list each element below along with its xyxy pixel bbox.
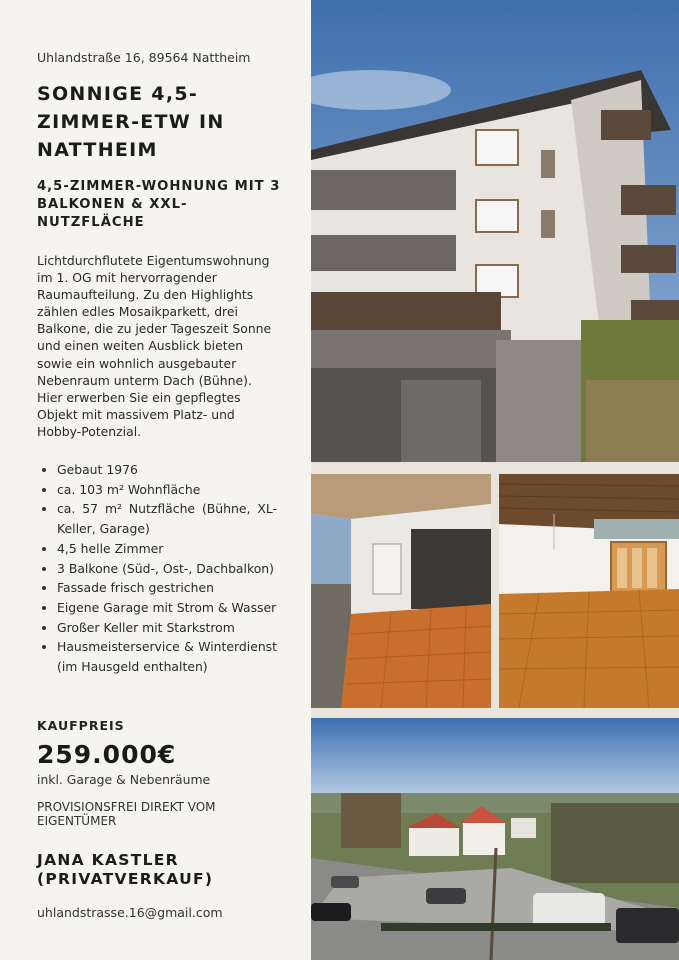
- subtitle: 4,5-ZIMMER-WOHNUNG MIT 3 BALKONEN & XXL-NUTZFLÄCHE: [37, 179, 281, 230]
- list-item: Großer Keller mit Starkstrom: [37, 618, 277, 638]
- building-exterior-photo: [311, 0, 679, 462]
- commission-note: PROVISIONSFREI DIREKT VOM EIGENTÜMER: [37, 800, 216, 828]
- page-title: SONNIGE 4,5-ZIMMER-ETW IN NATTHEIM: [37, 83, 225, 161]
- list-item: Fassade frisch gestrichen: [37, 578, 277, 598]
- list-item: 3 Balkone (Süd-, Ost-, Dachbalkon): [37, 559, 277, 579]
- price: 259.000€: [37, 740, 177, 769]
- address: Uhlandstraße 16, 89564 Nattheim: [37, 50, 251, 65]
- list-item: Eigene Garage mit Strom & Wasser: [37, 598, 277, 618]
- price-label: KAUFPREIS: [37, 718, 125, 733]
- list-item: Hausmeisterservice & Winterdienst (im Hausgeld enthalten): [37, 637, 277, 676]
- price-note: inkl. Garage & Nebenräume: [37, 772, 211, 787]
- living-room-photo: [499, 474, 679, 708]
- balcony-photo: [311, 474, 491, 708]
- description: Lichtdurchflutete Eigentumswohnung im 1. OG mit hervorragender Raumaufteilung. Zu den Highlights zählen edles Mosaikparkett, drei Balkone, die zu jeder Tageszeit Sonne und einen weiten Ausblick bieten sowie ein wohnlich ausgebauter Nebenraum unterm Dach (Bühne). Hier erwerben Sie ein gepflegtes Objekt mit massivem Platz- und Hobby-Potenzial.: [37, 253, 272, 439]
- facts-list: [37, 460, 277, 677]
- list-item: 4,5 helle Zimmer: [37, 539, 277, 559]
- list-item: ca. 103 m² Wohnfläche: [37, 480, 277, 500]
- email-link[interactable]: uhlandstrasse.16@gmail.com: [37, 905, 223, 920]
- list-item: ca. 57 m² Nutzfläche (Bühne, XL-Keller, Garage): [37, 499, 277, 538]
- list-item: Gebaut 1976: [37, 460, 277, 480]
- neighborhood-view-photo: [311, 718, 679, 960]
- seller-name: JANA KASTLER (PRIVATVERKAUF): [37, 851, 214, 888]
- info-panel: [0, 0, 311, 960]
